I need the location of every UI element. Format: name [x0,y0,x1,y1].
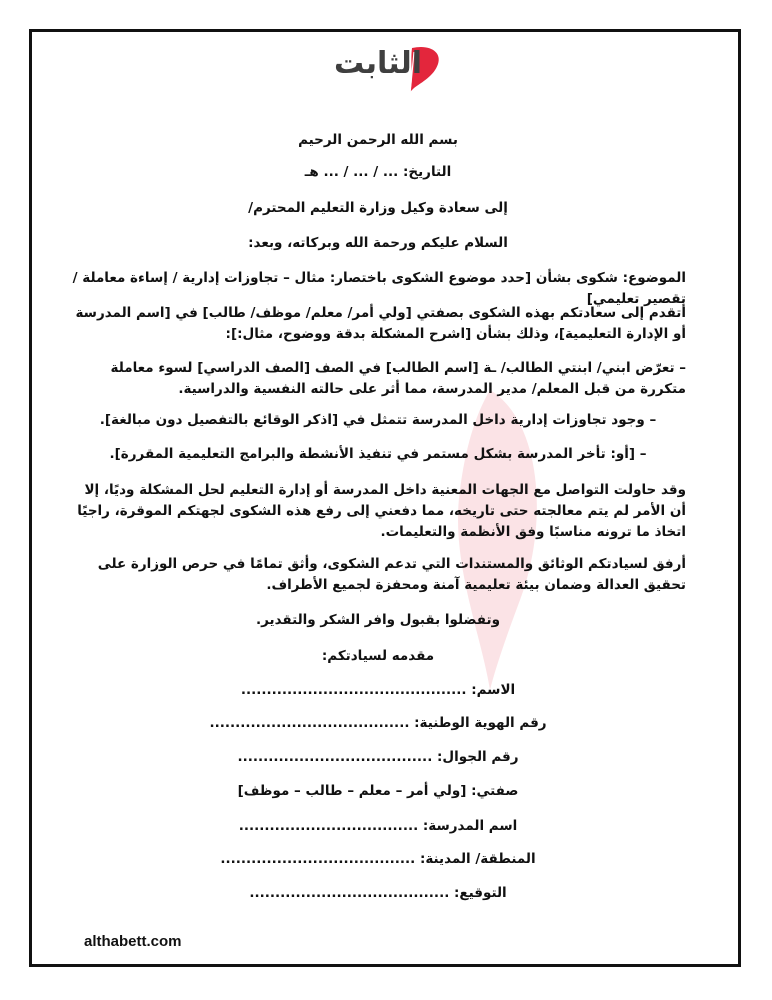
followup-paragraph: وقد حاولت التواصل مع الجهات المعنية داخل المدرسة أو إدارة التعليم لحل المشكلة وديًا، إلا أن الأمر لم يتم معالجته حتى تاريخه، مما دفعني إلى رفع هذه الشكوى لجهتكم الموقرة، راجيًا اتخاذ ما ترونه مناسبًا وفق الأنظمة والتعليمات. [77,482,686,540]
region-field: المنطقة/ المدينة: ...................................... [220,851,536,867]
attachments-paragraph: أرفق لسيادتكم الوثائق والمستندات التي تدعم الشكوى، وأثق تمامًا في حرص الوزارة على تحقيق العدالة وضمان بيئة تعليمية آمنة ومحفزة لجميع الأطراف. [97,556,686,593]
mobile-field: رقم الجوال: ...................................... [237,749,519,765]
basmala: بسم الله الرحمن الرحيم [298,132,458,148]
complaint-point-2: – وجود تجاوزات إدارية داخل المدرسة تتمثل في [اذكر الوقائع بالتفصيل دون مبالغة]. [99,412,657,428]
recipient-line: إلى سعادة وكيل وزارة التعليم المحترم/ [248,200,508,216]
name-field: الاسم: ............................................ [240,682,516,698]
school-field: اسم المدرسة: ................................... [238,818,518,834]
footer-site: althabett.com [84,933,182,950]
complaint-point-1: – تعرّض ابني/ ابنتي الطالب/ ـة [اسم الطالب] في الصف [الصف الدراسي] لسوء معاملة متكررة من قبل المعلم/ مدير المدرسة، مما أثر على حالته النفسية والدراسية. [110,360,686,397]
role-field: صفتي: [ولي أمر – معلم – طالب – موظف] [237,783,519,799]
subject-line: الموضوع: شكوى بشأن [حدد موضوع الشكوى باختصار: مثال – تجاوزات إدارية / إساءة معاملة / تقصير تعليمي] [72,270,686,307]
submitted-by-label: مقدمه لسيادتكم: [321,648,435,664]
complaint-point-3: – [أو: تأخر المدرسة بشكل مستمر في تنفيذ الأنشطة والبرامج التعليمية المقررة]. [109,446,647,462]
closing-line: وتفضلوا بقبول وافر الشكر والتقدير. [255,612,500,628]
date-line: التاريخ: ... / ... / ... هـ [304,164,452,180]
logo-text: الثابت [334,46,423,81]
greeting-line: السلام عليكم ورحمة الله وبركاته، وبعد: [248,235,508,251]
signature-field: التوقيع: ....................................... [249,885,507,901]
national-id-field: رقم الهوية الوطنية: ....................................... [209,715,547,731]
intro-paragraph: أتقدم إلى سعادتكم بهذه الشكوى بصفتي [ولي أمر/ معلم/ موظف/ طالب] في [اسم المدرسة أو الإدارة التعليمية]، وذلك بشأن [اشرح المشكلة بدقة ووضوح، مثال:]: [75,305,686,342]
